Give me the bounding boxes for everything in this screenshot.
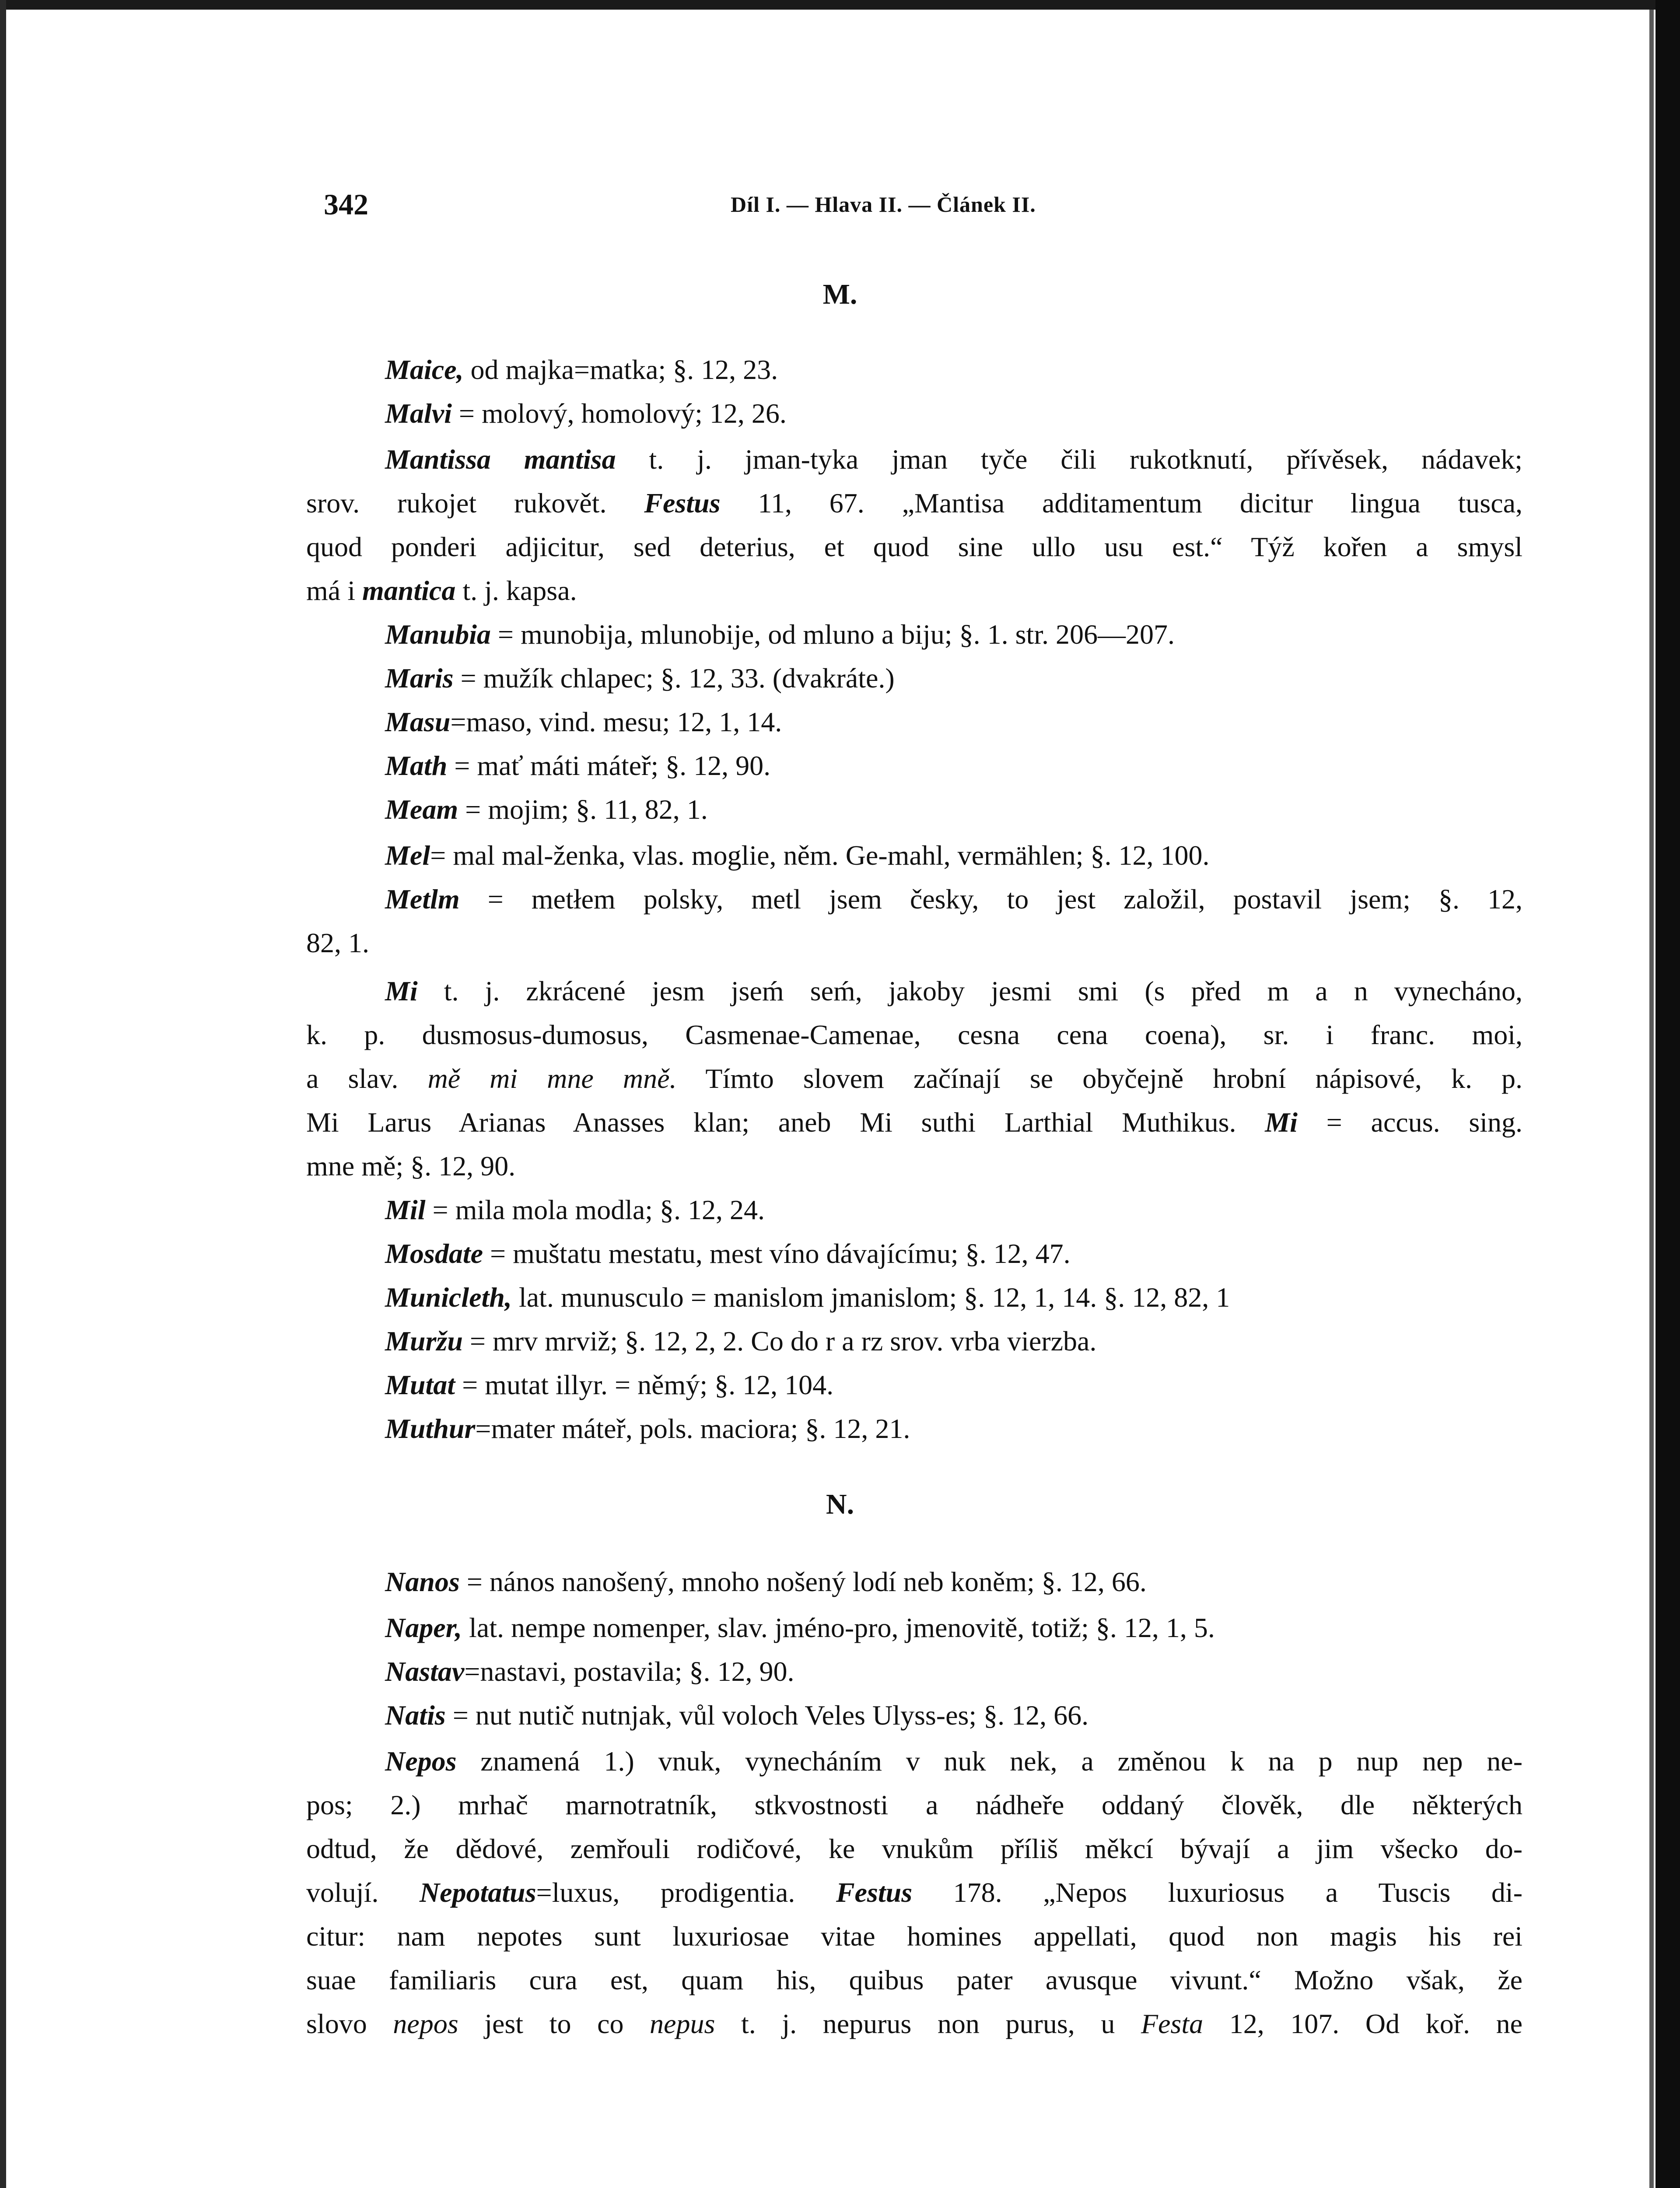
entry-line: Mil = mila mola modla; §. 12, 24. (385, 1194, 765, 1225)
entry-line: Muthur=mater máteř, pols. maciora; §. 12, 21. (385, 1413, 910, 1444)
entry-line: Municleth, lat. munusculo = manislom jmanislom; §. 12, 1, 14. §. 12, 82, 1 (385, 1282, 1230, 1313)
entry-line: Math = mať máti máteř; §. 12, 90. (385, 750, 771, 781)
entry-line: Manubia = munobija, mlunobije, od mluno a biju; §. 1. str. 206—207. (385, 619, 1175, 650)
entry-line: Mantissa mantisa t. j. jman-tyka jman tyče čili rukotknutí, přívěsek, nádavek; (385, 444, 1522, 475)
entry-line: srov. rukojet rukovět. Festus 11, 67. „Mantisa additamentum dicitur lingua tusca, (306, 487, 1522, 519)
section-heading-n: N. (826, 1488, 854, 1520)
entry-line: citur: nam nepotes sunt luxuriosae vitae homines appellati, quod non magis his rei (306, 1921, 1522, 1952)
entry-line: Muržu = mrv mrviž; §. 12, 2, 2. Co do r a rz srov. vrba vierzba. (385, 1325, 1097, 1357)
entry-line: Mi t. j. zkrácené jesm jseḿ seḿ, jakoby jesmi smi (s před m a n vynecháno, (385, 975, 1522, 1006)
scan-border-right-edge (1649, 10, 1654, 2188)
entry-line: Maice, od majka=matka; §. 12, 23. (385, 354, 778, 385)
entry-line: Nepos znamená 1.) vnuk, vynecháním v nuk nek, a změnou k na p nup nep ne- (385, 1746, 1522, 1777)
scan-border-right (1656, 0, 1680, 2188)
section-heading-m: M. (822, 278, 858, 310)
entry-line: pos; 2.) mrhač marnotratník, stkvostnosti a nádheře oddaný člověk, dle některých (306, 1789, 1522, 1820)
entry-line: Metlm = metłem polsky, metl jsem česky, to jest založil, postavil jsem; §. 12, (385, 884, 1522, 915)
entry-line: Malvi = molový, homolový; 12, 26. (385, 398, 787, 429)
scan-border-left (0, 0, 6, 2188)
entry-line: Mel= mal mal-ženka, vlas. moglie, něm. Ge-mahl, vermählen; §. 12, 100. (385, 840, 1210, 871)
entry-line: Naper, lat. nempe nomenper, slav. jméno-pro, jmenovitě, totiž; §. 12, 1, 5. (385, 1612, 1215, 1643)
entry-line: quod ponderi adjicitur, sed deterius, et quod sine ullo usu est.“ Týž kořen a smysl (306, 531, 1522, 562)
entry-line: Mi Larus Arianas Anasses klan; aneb Mi suthi Larthial Muthikus. Mi = accus. sing. (306, 1107, 1522, 1138)
entry-line: 82, 1. (306, 927, 369, 958)
entry-line: mne mě; §. 12, 90. (306, 1150, 516, 1182)
entry-line: Maris = mužík chlapec; §. 12, 33. (dvakráte.) (385, 663, 895, 694)
entry-line: suae familiaris cura est, quam his, quibus pater avusque vivunt.“ Možno však, že (306, 1964, 1522, 1995)
entry-line: Nanos = nános nanošený, mnoho nošený lodí neb koněm; §. 12, 66. (385, 1566, 1147, 1597)
entry-line: Nastav=nastavi, postavila; §. 12, 90. (385, 1656, 794, 1687)
entry-line: má i mantica t. j. kapsa. (306, 575, 577, 606)
entry-line: k. p. dusmosus-dumosus, Casmenae-Camenae, cesna cena coena), sr. i franc. moi, (306, 1019, 1522, 1050)
entry-line: odtud, že dědové, zemřouli rodičové, ke vnukům příliš měkcí bývají a jim všecko do- (306, 1833, 1522, 1864)
entry-line: Mutat = mutat illyr. = němý; §. 12, 104. (385, 1369, 834, 1400)
page-number: 342 (324, 188, 368, 221)
entry-line: a slav. mě mi mne mně. Tímto slovem začínají se obyčejně hrobní nápisové, k. p. (306, 1063, 1522, 1094)
entry-line: Masu=maso, vind. mesu; 12, 1, 14. (385, 706, 782, 737)
running-head: Díl I. — Hlava II. — Článek II. (731, 192, 1036, 217)
entry-line: Natis = nut nutič nutnjak, vůl voloch Veles Ulyss-es; §. 12, 66. (385, 1700, 1089, 1731)
entry-line: slovo nepos jest to co nepus t. j. nepurus non purus, u Festa 12, 107. Od koř. ne (306, 2008, 1522, 2039)
page-header (306, 183, 1522, 231)
entry-line: Mosdate = muštatu mestatu, mest víno dávajícímu; §. 12, 47. (385, 1238, 1071, 1269)
entry-line: volují. Nepotatus=luxus, prodigentia. Festus 178. „Nepos luxuriosus a Tuscis di- (306, 1877, 1522, 1908)
scan-border-top (0, 0, 1680, 10)
entry-line: Meam = mojim; §. 11, 82, 1. (385, 794, 708, 825)
